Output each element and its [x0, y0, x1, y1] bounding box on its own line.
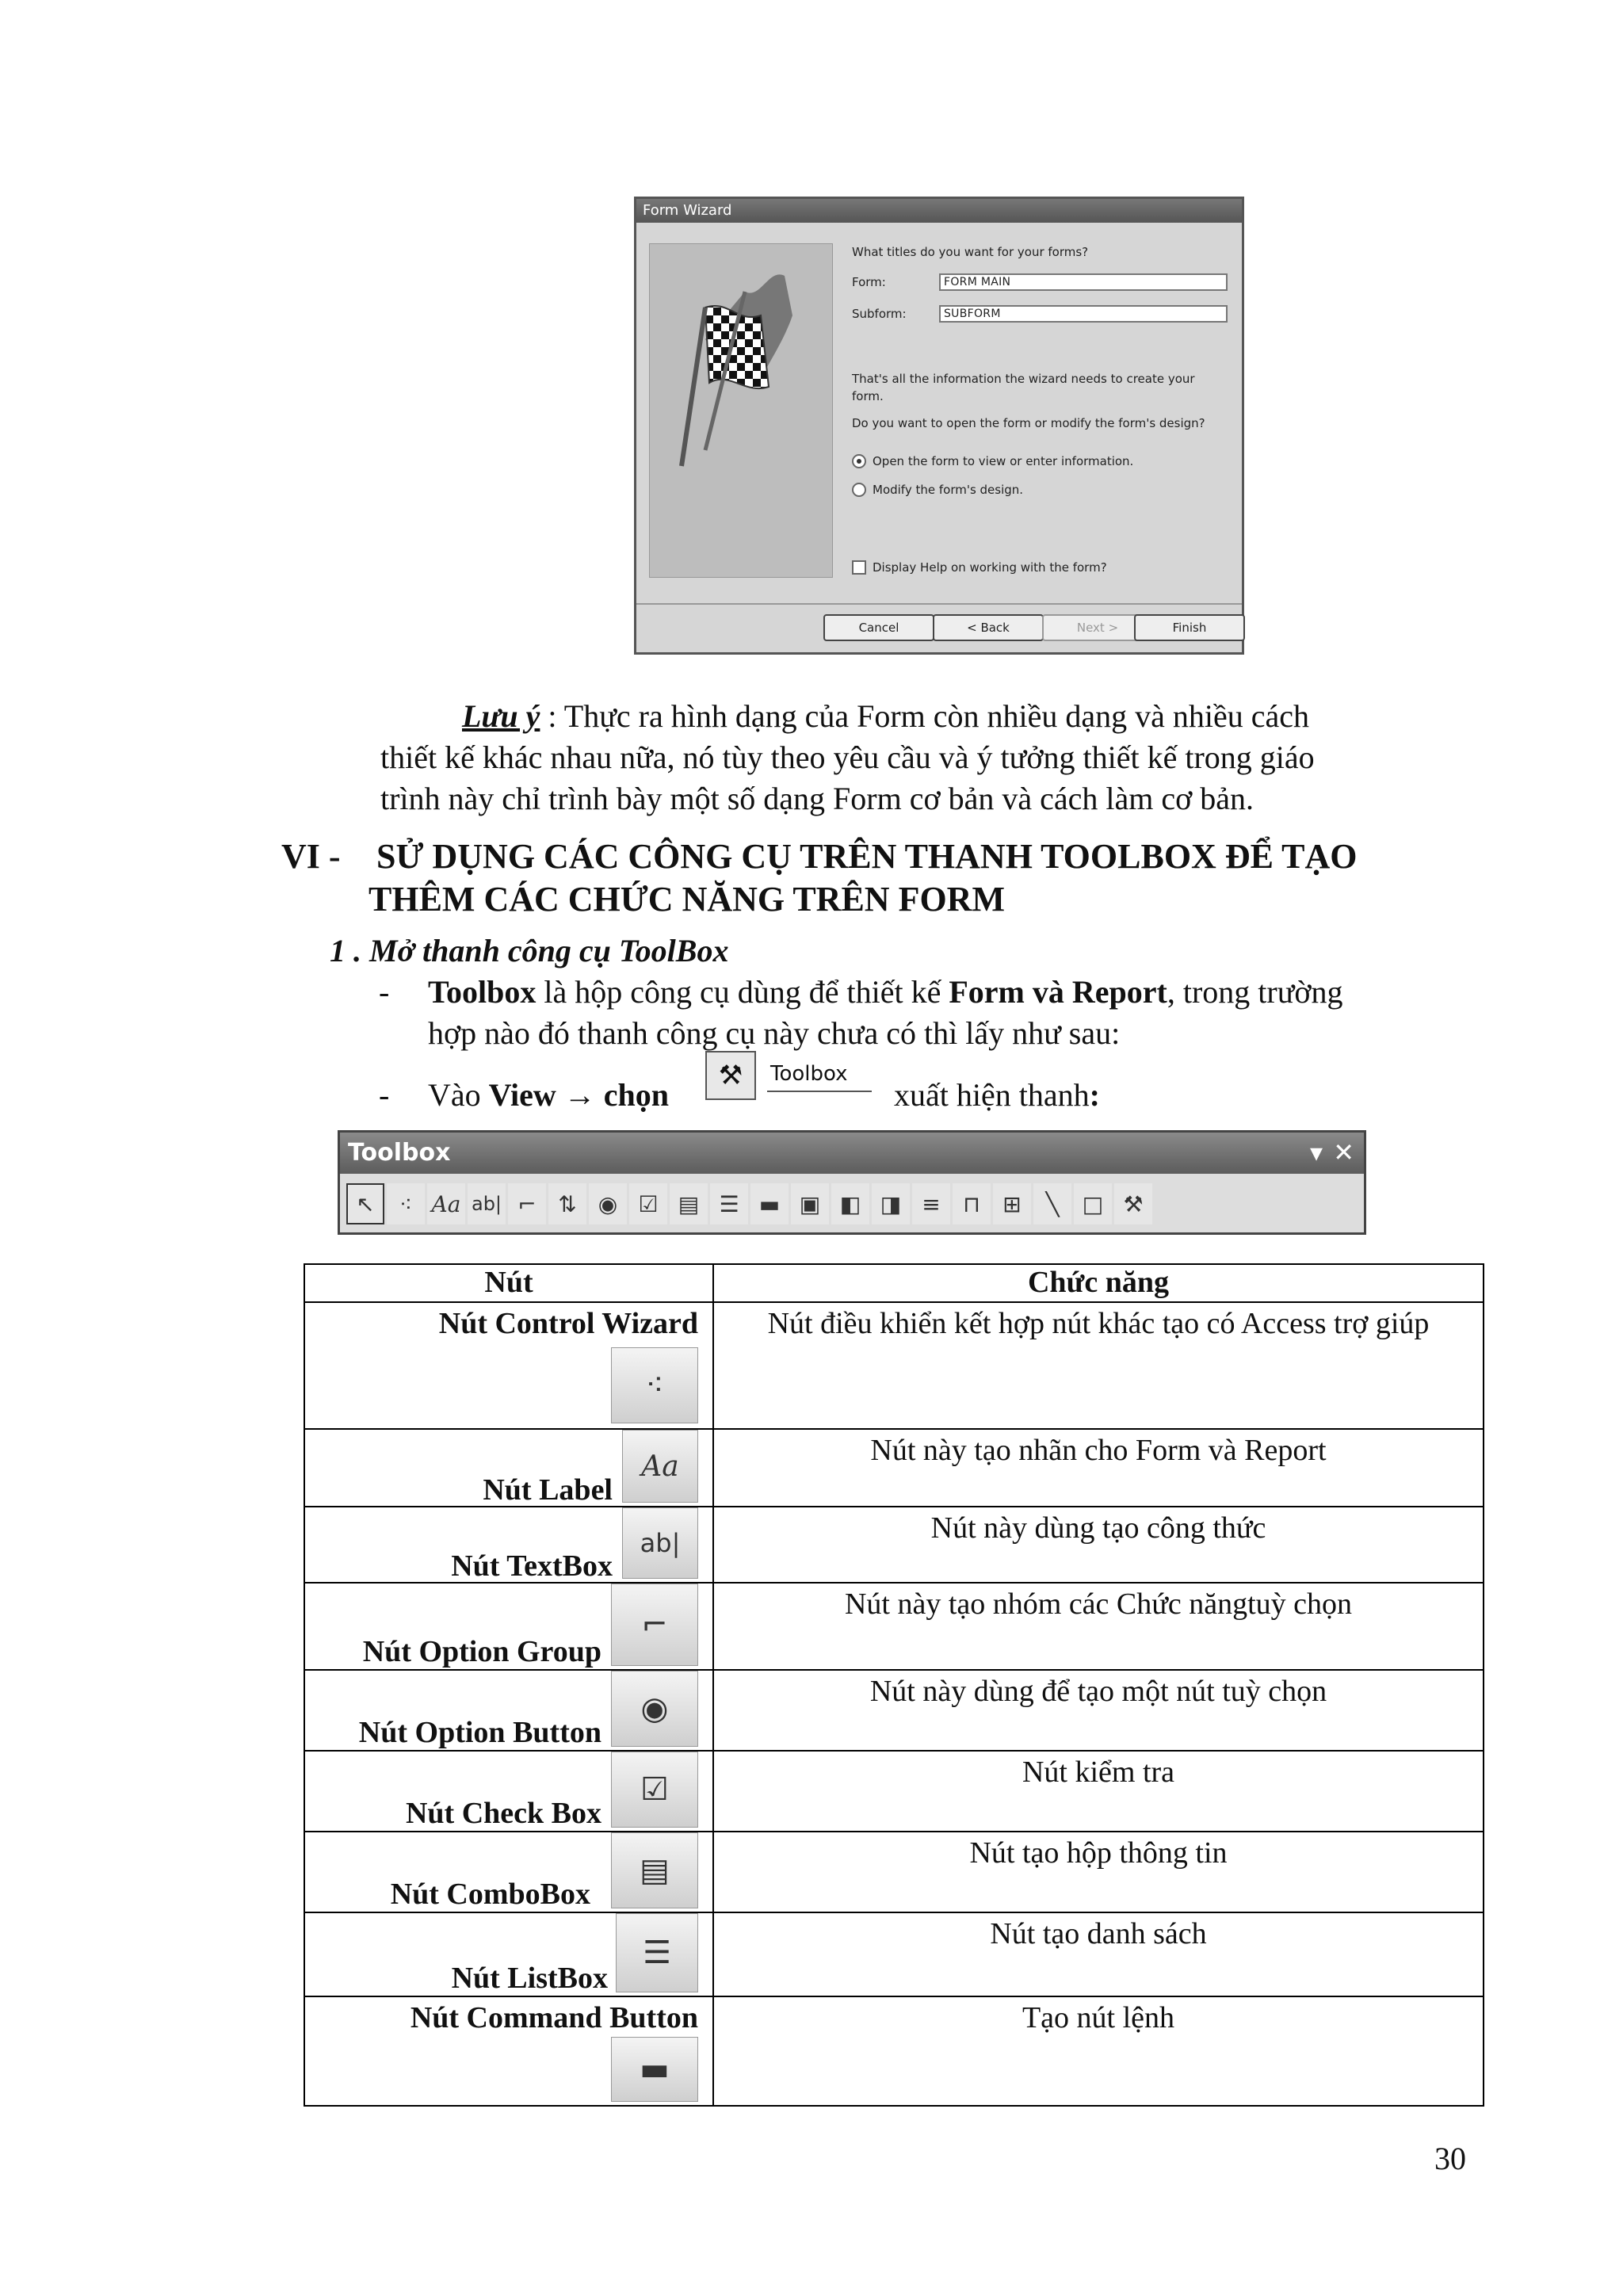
check-box-icon: ☑: [611, 1752, 698, 1828]
bullet1-line1: [428, 972, 1343, 1013]
checkered-flag-image: [649, 243, 833, 578]
arrow-icon: →: [563, 1077, 596, 1113]
control-wizard-name: Nút Control Wizard: [438, 1307, 698, 1340]
bullet1-text2: , trong trường: [1167, 974, 1343, 1010]
finish-button[interactable]: Finish: [1134, 614, 1245, 641]
note-line1: [462, 696, 1309, 737]
table-row: [304, 1507, 1484, 1583]
bullet1-text1: là hộp công cụ dùng để thiết kế: [536, 974, 949, 1010]
wizard-question: What titles do you want for your forms?: [852, 245, 1089, 259]
toolbox-menu-label[interactable]: Toolbox: [767, 1062, 872, 1092]
command-button-icon[interactable]: ▬: [750, 1183, 789, 1224]
textbox-icon: ab|: [622, 1507, 698, 1579]
check-box-name: Nút Check Box: [405, 1797, 601, 1830]
toggle-button-icon[interactable]: ⇅: [548, 1183, 586, 1224]
table-row: [304, 1302, 1484, 1429]
subform-title-input[interactable]: SUBFORM: [939, 305, 1228, 323]
table-row: [304, 1996, 1484, 2106]
listbox-name: Nút ListBox: [451, 1962, 608, 1995]
header-function: Chức năng: [713, 1264, 1484, 1302]
section-title-line1: SỬ DỤNG CÁC CÔNG CỤ TRÊN THANH TOOLBOX ĐỂ TẠO: [376, 837, 1358, 876]
label-icon[interactable]: Aa: [427, 1183, 465, 1224]
toolbox-tools: [346, 1179, 1358, 1229]
cancel-button[interactable]: Cancel: [823, 614, 934, 641]
modify-design-radio[interactable]: [852, 483, 866, 497]
bullet2-tail: [894, 1075, 1100, 1116]
combo-box-icon: ▤: [611, 1832, 698, 1908]
open-form-radio[interactable]: [852, 454, 866, 468]
label-name: Nút Label: [483, 1473, 613, 1507]
next-button[interactable]: Next >: [1042, 614, 1153, 641]
option-button-function: Nút này dùng để tạo một nút tuỳ chọn: [713, 1670, 1484, 1751]
section-title-line2: THÊM CÁC CHỨC NĂNG TRÊN FORM: [369, 880, 1005, 919]
textbox-name: Nút TextBox: [451, 1549, 613, 1583]
command-button-name: Nút Command Button: [410, 2001, 698, 2034]
option-group-icon[interactable]: ⌐: [508, 1183, 546, 1224]
display-help-label: Display Help on working with the form?: [873, 560, 1107, 575]
section-number: VI -: [281, 837, 341, 876]
note-line2: thiết kế khác nhau nữa, nó tùy theo yêu cầu và ý tưởng thiết kế trong giáo: [380, 739, 1315, 775]
toolbox-title: Toolbox: [340, 1133, 1364, 1174]
form-wizard-dialog: [634, 197, 1244, 655]
bullet2-line: [428, 1075, 669, 1116]
tab-control-icon[interactable]: ⊓: [953, 1183, 991, 1224]
wizard-title: Form Wizard: [636, 199, 1242, 223]
form-label: Form:: [852, 275, 886, 289]
check-box-function: Nút kiểm tra: [713, 1751, 1484, 1832]
bullet1-bold1: Toolbox: [428, 974, 537, 1010]
note-label: Lưu ý: [462, 698, 540, 734]
wizard-separator: [636, 603, 1242, 605]
image-icon[interactable]: ▣: [791, 1183, 829, 1224]
note-line3: trình này chỉ trình bày một số dạng Form cơ bản và cách làm cơ bản.: [380, 781, 1254, 816]
combobox-function: Nút tạo hộp thông tin: [713, 1832, 1484, 1912]
subform-icon[interactable]: ⊞: [993, 1183, 1031, 1224]
table-row: [304, 1912, 1484, 1996]
subform-label: Subform:: [852, 307, 907, 321]
label-icon: Aa: [622, 1430, 698, 1503]
note-text-line1: : Thực ra hình dạng của Form còn nhiều dạng và nhiều cách: [540, 698, 1310, 734]
wizard-info-line2: form.: [852, 389, 884, 403]
control-wizard-function: Nút điều khiển kết hợp nút khác tạo có Access trợ giúp: [713, 1302, 1484, 1429]
page-break-icon[interactable]: ≡: [912, 1183, 950, 1224]
open-form-label: Open the form to view or enter information.: [873, 454, 1134, 468]
check-box-icon[interactable]: ☑: [629, 1183, 667, 1224]
command-button-function: Tạo nút lệnh: [713, 1996, 1484, 2106]
option-button-icon: ◉: [611, 1671, 698, 1747]
list-box-icon[interactable]: ☰: [710, 1183, 748, 1224]
header-name: Nút: [304, 1264, 713, 1302]
select-arrow-icon[interactable]: ↖: [346, 1183, 384, 1224]
textbox-function: Nút này dùng tạo công thức: [713, 1507, 1484, 1583]
bound-object-frame-icon[interactable]: ◨: [872, 1183, 910, 1224]
more-controls-icon[interactable]: ⚒: [1114, 1183, 1152, 1224]
toolbox-functions-table: [304, 1263, 1484, 2107]
bullet2-bold1: View: [488, 1077, 556, 1113]
wizard-ask: Do you want to open the form or modify the form's design?: [852, 416, 1205, 430]
option-button-icon[interactable]: ◉: [589, 1183, 627, 1224]
command-button-icon: ▬: [611, 2037, 698, 2102]
bullet1-line2: hợp nào đó thanh công cụ này chưa có thì lấy như sau:: [428, 1015, 1121, 1051]
table-row: [304, 1583, 1484, 1670]
unbound-object-frame-icon[interactable]: ◧: [831, 1183, 869, 1224]
table-row: [304, 1832, 1484, 1912]
line-icon[interactable]: ╲: [1033, 1183, 1071, 1224]
bullet2-text2: xuất hiện thanh: [894, 1077, 1090, 1113]
modify-design-label: Modify the form's design.: [873, 483, 1024, 497]
bullet2-text1: Vào: [428, 1077, 489, 1113]
control-wizard-icon[interactable]: ⁖: [387, 1183, 425, 1224]
option-group-function: Nút này tạo nhóm các Chức năngtuỳ chọn: [713, 1583, 1484, 1670]
bullet2-bold2: chọn: [603, 1077, 670, 1113]
rectangle-icon[interactable]: □: [1074, 1183, 1112, 1224]
bullet2-colon: :: [1089, 1077, 1100, 1113]
control-wizard-icon: ⁖: [611, 1347, 698, 1423]
bullet1-dash: -: [379, 974, 390, 1010]
combo-box-icon[interactable]: ▤: [670, 1183, 708, 1224]
toolbox-menu-icon[interactable]: ⚒: [705, 1051, 756, 1100]
listbox-function: Nút tạo danh sách: [713, 1912, 1484, 1996]
table-row: [304, 1429, 1484, 1507]
display-help-checkbox[interactable]: [852, 560, 866, 575]
combobox-name: Nút ComboBox: [390, 1878, 590, 1911]
wizard-info-line1: That's all the information the wizard needs to create your: [852, 372, 1195, 386]
page-number: 30: [1434, 2141, 1466, 2176]
list-box-icon: ☰: [616, 1913, 698, 1992]
textbox-icon[interactable]: ab|: [468, 1183, 506, 1224]
bullet1-bold2: Form và Report: [949, 974, 1167, 1010]
option-group-icon: ⌐: [611, 1584, 698, 1666]
label-function: Nút này tạo nhãn cho Form và Report: [713, 1429, 1484, 1507]
dropdown-arrow-icon[interactable]: ▾: [1309, 1137, 1323, 1167]
table-row: [304, 1751, 1484, 1832]
form-title-input[interactable]: FORM MAIN: [939, 273, 1228, 291]
back-button[interactable]: < Back: [933, 614, 1044, 641]
table-row: [304, 1670, 1484, 1751]
subsection-title: 1 . Mở thanh công cụ ToolBox: [330, 933, 729, 968]
close-icon[interactable]: ✕: [1333, 1137, 1354, 1167]
toolbox-window: [338, 1130, 1366, 1235]
option-group-name: Nút Option Group: [362, 1635, 601, 1668]
option-button-name: Nút Option Button: [358, 1716, 601, 1749]
bullet2-dash: -: [379, 1077, 390, 1113]
